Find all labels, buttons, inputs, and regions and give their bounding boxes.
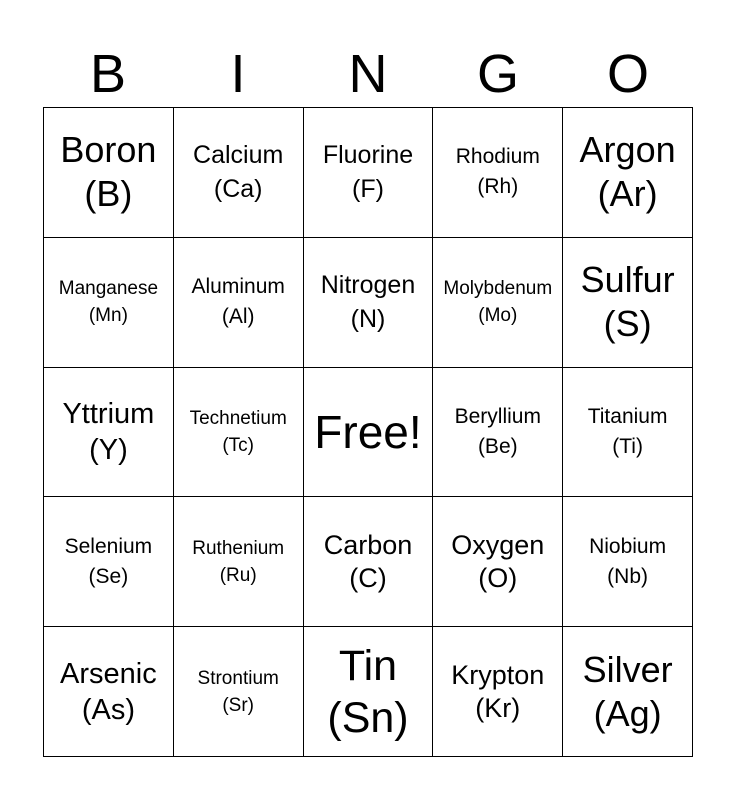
element-symbol: (F) [352,175,384,204]
element-name: Niobium [589,534,667,558]
bingo-cell[interactable] [563,497,693,627]
element-name: Titanium [587,404,668,428]
element-symbol: (Ar) [597,173,658,215]
bingo-cell[interactable] [433,108,563,238]
element-symbol: (B) [84,173,133,215]
bingo-cell[interactable] [563,238,693,368]
bingo-cell[interactable] [433,238,563,368]
element-name: Technetium [189,407,287,429]
bingo-cell[interactable] [174,238,304,368]
bingo-cell[interactable] [304,497,434,627]
element-symbol: (S) [603,303,652,345]
element-symbol: (Al) [221,305,255,329]
bingo-cell[interactable] [44,627,174,757]
element-symbol: (Ca) [213,175,263,204]
free-space-label: Free! [314,405,422,458]
element-name: Sulfur [580,259,675,301]
element-name: Yttrium [62,397,155,430]
element-symbol: (N) [350,305,386,334]
element-name: Manganese [58,278,159,300]
element-symbol: (Mn) [88,305,128,327]
element-name: Rhodium [455,145,540,169]
bingo-cell[interactable] [174,108,304,238]
element-name: Carbon [323,529,413,560]
element-symbol: (O) [478,562,518,593]
element-name: Krypton [451,659,545,690]
header-letter-o: O [606,44,649,104]
element-symbol: (Y) [89,433,128,466]
element-name: Fluorine [322,141,414,170]
element-symbol: (Ag) [593,692,662,734]
element-symbol: (Sr) [222,694,255,716]
bingo-cell[interactable] [433,368,563,498]
header-letter-n: N [348,44,388,104]
bingo-cell[interactable] [304,108,434,238]
bingo-cell[interactable] [44,238,174,368]
element-symbol: (As) [81,693,135,726]
element-symbol: (Tc) [222,434,255,456]
element-name: Strontium [197,667,279,689]
free-space-cell[interactable] [304,368,434,498]
element-name: Tin [338,641,398,690]
bingo-card-grid [43,107,693,757]
element-name: Molybdenum [443,278,553,300]
bingo-cell[interactable] [174,497,304,627]
element-name: Beryllium [454,404,541,428]
bingo-header [43,40,693,108]
header-letter-g: G [476,44,519,104]
element-name: Arsenic [60,657,157,690]
element-name: Ruthenium [192,537,285,559]
element-symbol: (Sn) [327,693,409,742]
bingo-cell[interactable] [433,627,563,757]
element-symbol: (Rh) [477,175,519,199]
element-name: Selenium [64,534,153,558]
bingo-cell[interactable] [174,627,304,757]
bingo-cell[interactable] [44,497,174,627]
element-name: Aluminum [191,275,285,299]
element-symbol: (Kr) [475,692,521,723]
bingo-cell[interactable] [563,627,693,757]
bingo-cell[interactable] [563,368,693,498]
bingo-cell[interactable] [44,108,174,238]
header-letter-b: B [89,44,127,104]
bingo-cell[interactable] [174,368,304,498]
element-symbol: (Be) [477,434,518,458]
element-name: Silver [582,648,673,690]
element-name: Oxygen [451,529,545,560]
element-symbol: (Nb) [607,564,649,588]
element-symbol: (Ru) [219,564,257,586]
bingo-cell[interactable] [433,497,563,627]
element-name: Argon [579,129,676,171]
element-symbol: (Se) [88,564,129,588]
header-letter-i: I [230,44,246,104]
bingo-cell[interactable] [304,238,434,368]
element-symbol: (Mo) [478,305,518,327]
element-name: Nitrogen [320,271,416,300]
bingo-cell[interactable] [304,627,434,757]
element-symbol: (C) [349,562,387,593]
element-symbol: (Ti) [612,434,643,458]
bingo-cell[interactable] [563,108,693,238]
bingo-cell[interactable] [44,368,174,498]
element-name: Calcium [193,141,284,170]
element-name: Boron [60,129,157,171]
